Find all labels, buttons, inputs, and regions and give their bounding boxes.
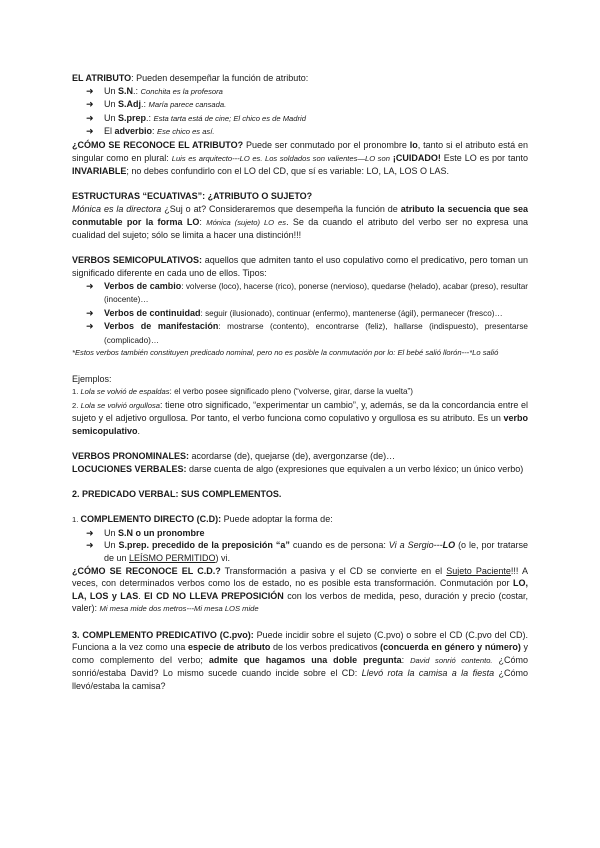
list-item: ➜ Verbos de manifestación: mostrarse (contento), encontrarse (feliz), hallarse (indispuesto), presentarse (complicado)… bbox=[86, 321, 528, 345]
ejemplos-heading: Ejemplos: bbox=[72, 373, 112, 384]
list-item: ➜ Un S.prep.: Esta tarta está de cine; El chico es de Madrid bbox=[86, 112, 306, 123]
arrow-icon: ➜ bbox=[86, 540, 94, 551]
arrow-icon: ➜ bbox=[86, 527, 94, 538]
ejemplo-1: 1. Lola se volvió de espaldas: el verbo posee significado pleno (“volverse, girar, darse la vuelta”) bbox=[72, 387, 414, 397]
list-item: ➜ Un S.N.: Conchita es la profesora bbox=[86, 85, 223, 96]
list-item: ➜ Un S.prep. precedido de la preposición “a” cuando es de persona: Vi a Sergio---LO (o le, por tratarse de un LEÍSMO PERMITIDO) vi. bbox=[86, 540, 528, 563]
atributo-heading: EL ATRIBUTO bbox=[72, 73, 132, 83]
list-item: ➜ Verbos de cambio: volverse (loco), hacerse (rico), ponerse (nervioso), quedarse (helado), acabar (preso), resultar (inocente)… bbox=[86, 280, 528, 305]
list-item: ➜ El adverbio: Ese chico es así. bbox=[86, 126, 215, 137]
pronominales: VERBOS PRONOMINALES: acordarse (de), quejarse (de), avergonzarse (de)… bbox=[72, 451, 396, 462]
arrow-icon: ➜ bbox=[86, 99, 94, 110]
arrow-icon: ➜ bbox=[86, 280, 94, 291]
semicopulativos-intro: VERBOS SEMICOPULATIVOS: aquellos que admiten tanto el uso copulativo como el predicativo, pero toman un significado diferente en cada uno de ellos. Tipos: bbox=[72, 255, 528, 278]
arrow-icon: ➜ bbox=[86, 307, 94, 318]
locuciones: LOCUCIONES VERBALES: darse cuenta de algo (expresiones que equivalen a un verbo léxico; un único verbo) bbox=[72, 463, 524, 474]
arrow-icon: ➜ bbox=[86, 126, 94, 137]
cd-reconocer: ¿CÓMO SE RECONOCE EL C.D.? Transformación a pasiva y el CD se convierte en el Sujeto Paciente!!! A veces, con determinados verbos como los de estado, no es posible esta transformación. Conmutación por LO, LA, LOS y LAS. El CD NO LLEVA PREPOSICIÓN con los verbos de medida, peso, duración y precio (costar, valer): Mi mesa mide dos metros---Mi mesa LOS mide bbox=[72, 565, 529, 614]
atributo-list bbox=[72, 85, 528, 139]
list-item: ➜ Verbos de continuidad: seguir (ilusionado), continuar (enfermo), mantenerse (ágil), permanecer (fresco)… bbox=[86, 307, 503, 318]
arrow-icon: ➜ bbox=[86, 85, 94, 96]
arrow-icon: ➜ bbox=[86, 112, 94, 123]
arrow-icon: ➜ bbox=[86, 321, 94, 332]
cpvo-body: 3. COMPLEMENTO PREDICATIVO (C.pvo): Puede incidir sobre el sujeto (C.pvo) o sobre el CD (C.pvo del CD). Funciona a la vez como una especie de atributo de los verbos predicativos (concuerda en género y número) y como complemento del verbo; admite que hagamos una doble pregunta: David sonrió contento. ¿Cómo sonrió/estaba David? Lo mismo sucede cuando incide sobre el CD: Llevó rota la camisa a la fiesta ¿Cómo llevó/estaba la camisa? bbox=[72, 629, 528, 691]
semicopulativos-note: *Estos verbos también constituyen predicado nominal, pero no es posible la conmutación por lo: El bebé salió llorón---*Lo salió bbox=[72, 348, 499, 358]
semicopulativos-list bbox=[72, 280, 528, 348]
ecuativas-heading: ESTRUCTURAS “ECUATIVAS”: ¿ATRIBUTO O SUJETO? bbox=[72, 191, 313, 202]
ejemplo-2: 2. Lola se volvió orgullosa: tiene otro significado, “experimentar un cambio”, y, además, se da la concordancia entre el sujeto y el adjetivo orgullosa. Por tanto, el verbo funciona como copulativo y orgullosa es su atributo. Es un verbo semicopulativo. bbox=[72, 399, 528, 437]
cd-intro: 1. COMPLEMENTO DIRECTO (C.D): Puede adoptar la forma de: bbox=[72, 514, 333, 525]
cd-list bbox=[72, 527, 528, 565]
list-item: ➜ Un S.N o un pronombre bbox=[86, 527, 205, 538]
atributo-reconocer: ¿CÓMO SE RECONOCE EL ATRIBUTO? Puede ser conmutado por el pronombre lo, tanto si el atributo está en singular como en plural: Luis es arquitecto---LO es. Los soldados son valientes—LO son ¡CUIDADO! Este LO es por tanto INVARIABLE; no debes confundirlo con el LO del CD, que sí es variable: LO, LA, LOS O LAS. bbox=[72, 139, 528, 177]
predicado-heading: 2. PREDICADO VERBAL: SUS COMPLEMENTOS. bbox=[72, 489, 282, 499]
atributo-intro: EL ATRIBUTO: Pueden desempeñar la función de atributo: bbox=[72, 73, 309, 83]
list-item: ➜ Un S.Adj.: María parece cansada. bbox=[86, 99, 227, 110]
ecuativas-body: Mónica es la directora ¿Suj o at? Consideraremos que desempeña la función de atributo la secuencia que sea conmutable por la forma LO: Mónica (sujeto) LO es. Se da cuando el atributo del verbo ser no expresa una cualidad del sujeto; sólo se limita a hacer una distinción!!! bbox=[72, 203, 528, 241]
